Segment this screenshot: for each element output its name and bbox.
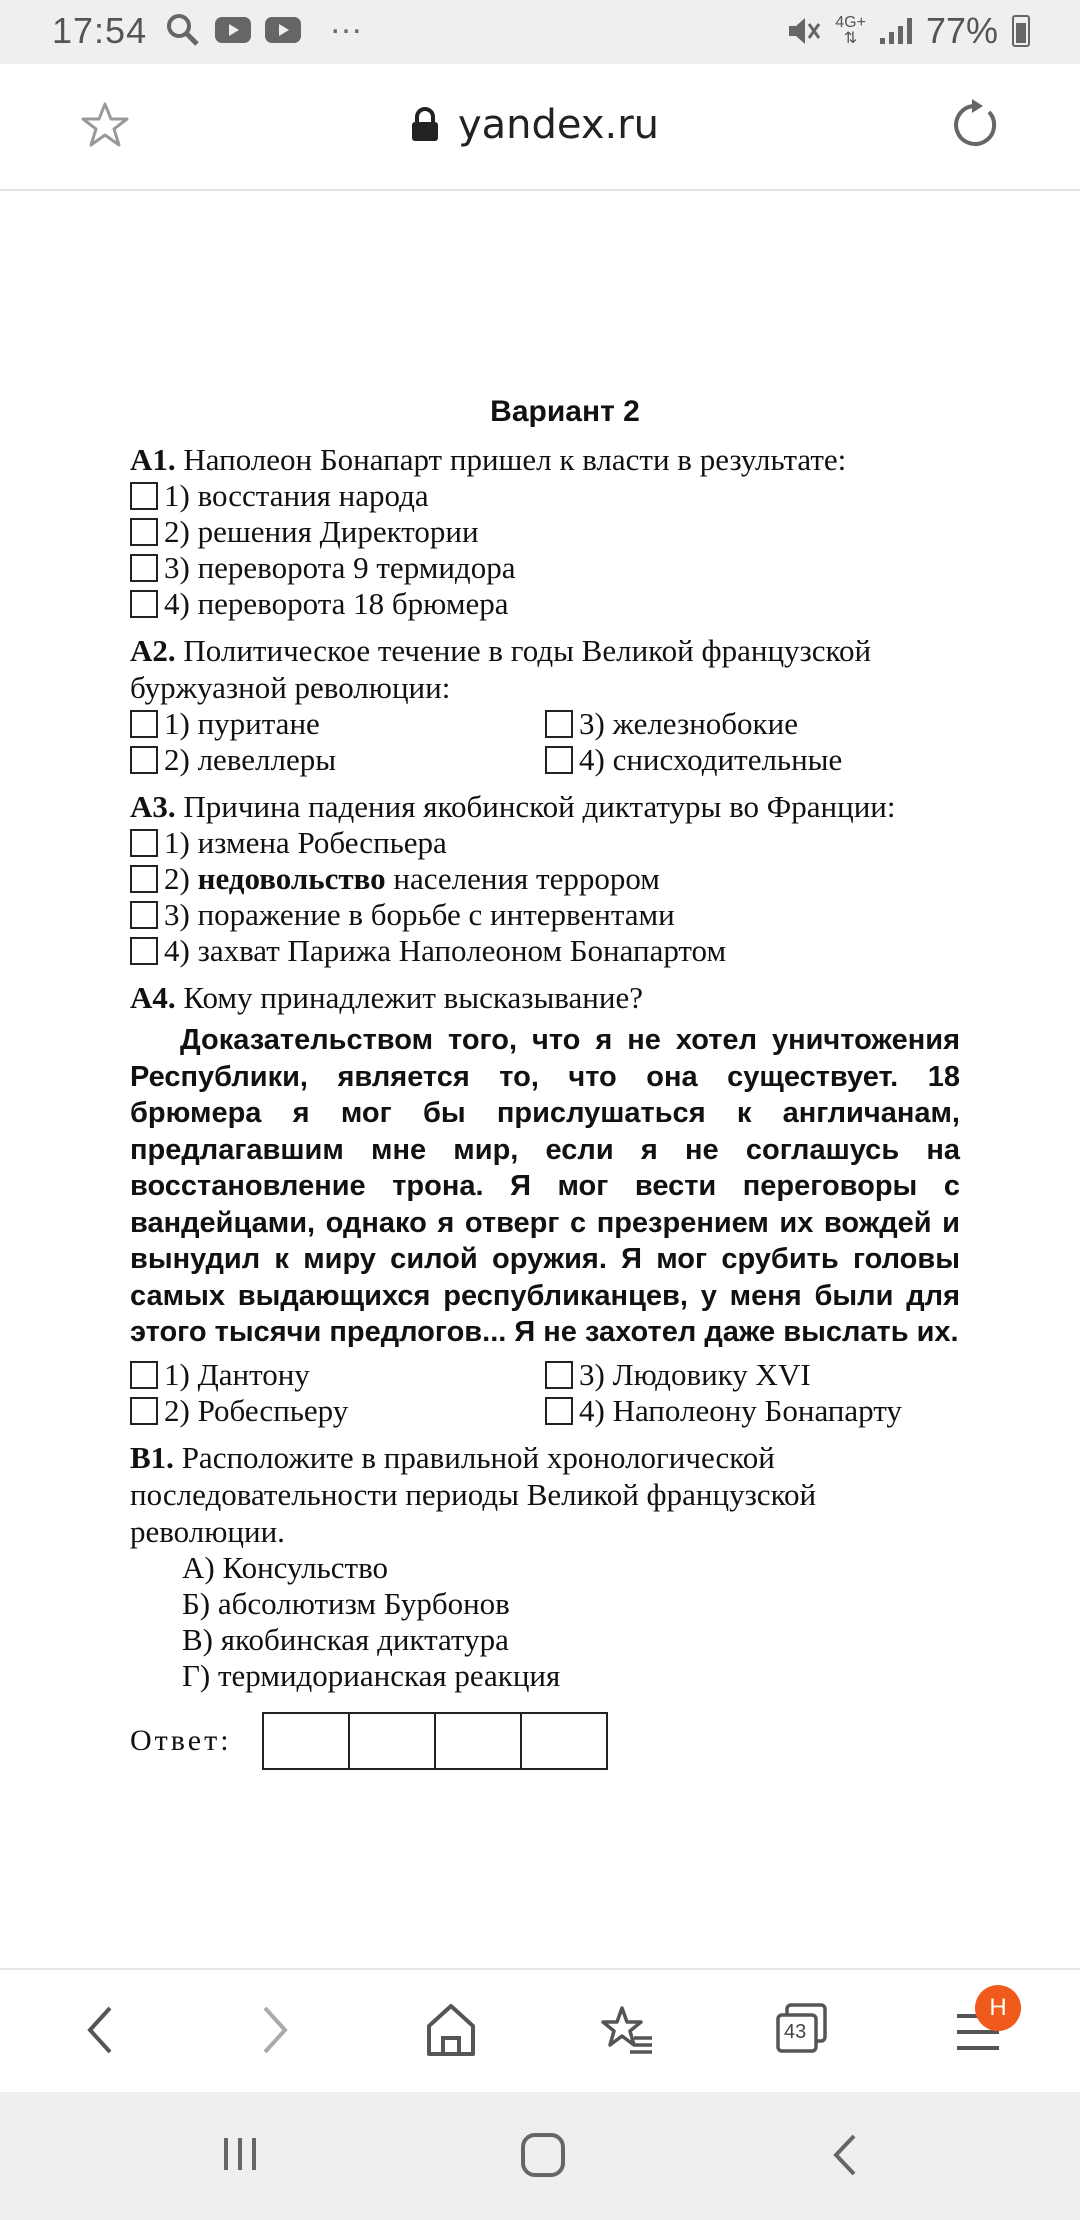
signal-icon — [880, 18, 912, 44]
question-a2: А2. Политическое течение в годы Великой французской буржуазной революции: — [130, 633, 872, 705]
youtube-icon — [265, 17, 301, 43]
option-a1-3[interactable]: 3) переворота 9 термидора — [130, 550, 960, 586]
checkbox[interactable] — [130, 1397, 158, 1425]
system-back-icon[interactable] — [828, 2132, 862, 2178]
worksheet — [130, 395, 960, 1770]
answer-label: Ответ: — [130, 1723, 232, 1757]
option-a4-2[interactable]: 2) Робеспьеру — [130, 1393, 545, 1429]
checkbox[interactable] — [130, 865, 158, 893]
option-a4-3[interactable]: 3) Людовику XVI — [545, 1357, 960, 1393]
checkbox[interactable] — [130, 518, 158, 546]
option-a4-4[interactable]: 4) Наполеону Бонапарту — [545, 1393, 960, 1429]
url-field[interactable] — [410, 102, 659, 148]
lock-icon — [410, 107, 440, 143]
option-a1-2[interactable]: 2) решения Директории — [130, 514, 960, 550]
checkbox[interactable] — [545, 746, 573, 774]
browser-bottom-bar — [0, 1968, 1080, 2094]
url-text: yandex.ru — [458, 102, 660, 148]
option-a3-3[interactable]: 3) поражение в борьбе с интервентами — [130, 897, 960, 933]
bookmarks-icon[interactable] — [600, 2000, 656, 2060]
address-bar — [0, 64, 1080, 191]
question-a1: А1. Наполеон Бонапарт пришел к власти в результате: — [130, 442, 847, 477]
checkbox[interactable] — [130, 590, 158, 618]
question-b1: В1. Расположите в правильной хронологической последовательности периоды Великой французской революции. — [130, 1439, 817, 1549]
home-button-icon[interactable] — [520, 2132, 566, 2178]
checkbox[interactable] — [130, 482, 158, 510]
answer-cell[interactable] — [350, 1714, 436, 1768]
question-a3: А3. Причина падения якобинской диктатуры во Франции: — [130, 789, 896, 824]
option-a3-1[interactable]: 1) измена Робеспьера — [130, 825, 960, 861]
list-item: Б) абсолютизм Бурбонов — [182, 1585, 510, 1621]
checkbox[interactable] — [130, 829, 158, 857]
list-item: А) Консульство — [182, 1549, 389, 1585]
option-a4-1[interactable]: 1) Дантону — [130, 1357, 545, 1393]
status-bar — [0, 0, 1080, 64]
more-icon: … — [329, 2, 365, 41]
option-a2-2[interactable]: 2) левеллеры — [130, 742, 545, 778]
option-a2-3[interactable]: 3) железнобокие — [545, 706, 960, 742]
answer-cell[interactable] — [522, 1714, 606, 1768]
answer-boxes[interactable] — [262, 1712, 608, 1770]
battery-icon — [1012, 15, 1030, 47]
checkbox[interactable] — [545, 1397, 573, 1425]
option-a1-1[interactable]: 1) восстания народа — [130, 478, 960, 514]
tabs-icon[interactable] — [775, 2002, 829, 2056]
option-a2-4[interactable]: 4) снисходительные — [545, 742, 960, 778]
battery-percent: 77% — [925, 10, 998, 51]
recents-icon[interactable] — [220, 2134, 260, 2174]
quote-text: Доказательством того, что я не хотел уничтожения Республики, является то, что она существует. 18 брюмера я мог бы прислушаться к англичанам, предлагавшим мне мир, если я не соглашусь на восстановление трона. Я мог вести переговоры с вандейцами, однако я отверг с презрением их вождей и вынудил к миру силой оружия. Я мог срубить головы самых выдающихся республиканцев, у меня были для этого тысячи предлогов... Я не захотел даже выслать их. — [130, 1024, 960, 1348]
checkbox[interactable] — [130, 901, 158, 929]
checkbox[interactable] — [130, 746, 158, 774]
answer-cell[interactable] — [436, 1714, 522, 1768]
checkbox[interactable] — [130, 554, 158, 582]
option-a2-1[interactable]: 1) пуритане — [130, 706, 545, 742]
option-a3-2[interactable]: 2) недовольство населения террором — [130, 861, 960, 897]
network-type: 4G+ ⇅ — [835, 14, 866, 47]
forward-icon[interactable] — [255, 2000, 295, 2060]
tabs-count: 43 — [784, 2021, 807, 2043]
option-a3-4[interactable]: 4) захват Парижа Наполеоном Бонапартом — [130, 933, 960, 969]
checkbox[interactable] — [130, 1361, 158, 1389]
checkbox[interactable] — [130, 710, 158, 738]
checkbox[interactable] — [545, 710, 573, 738]
star-icon[interactable] — [80, 100, 130, 150]
question-a4: А4. Кому принадлежит высказывание? — [130, 980, 643, 1015]
checkbox[interactable] — [545, 1361, 573, 1389]
list-item: Г) термидорианская реакция — [182, 1657, 561, 1693]
option-a1-4[interactable]: 4) переворота 18 брюмера — [130, 586, 960, 622]
answer-row — [130, 1712, 960, 1770]
worksheet-title: Вариант 2 — [490, 395, 640, 428]
search-icon — [165, 12, 201, 48]
answer-cell[interactable] — [264, 1714, 350, 1768]
mute-icon — [787, 15, 821, 47]
b1-list — [182, 1550, 960, 1694]
home-icon[interactable] — [425, 2000, 477, 2060]
back-icon[interactable] — [80, 2000, 120, 2060]
youtube-icon — [215, 17, 251, 43]
status-time: 17:54 — [52, 10, 148, 51]
list-item: В) якобинская диктатура — [182, 1621, 509, 1657]
checkbox[interactable] — [130, 937, 158, 965]
system-nav-bar — [0, 2092, 1080, 2220]
notification-badge: Н — [975, 1985, 1021, 2031]
reload-icon[interactable] — [947, 98, 1001, 152]
